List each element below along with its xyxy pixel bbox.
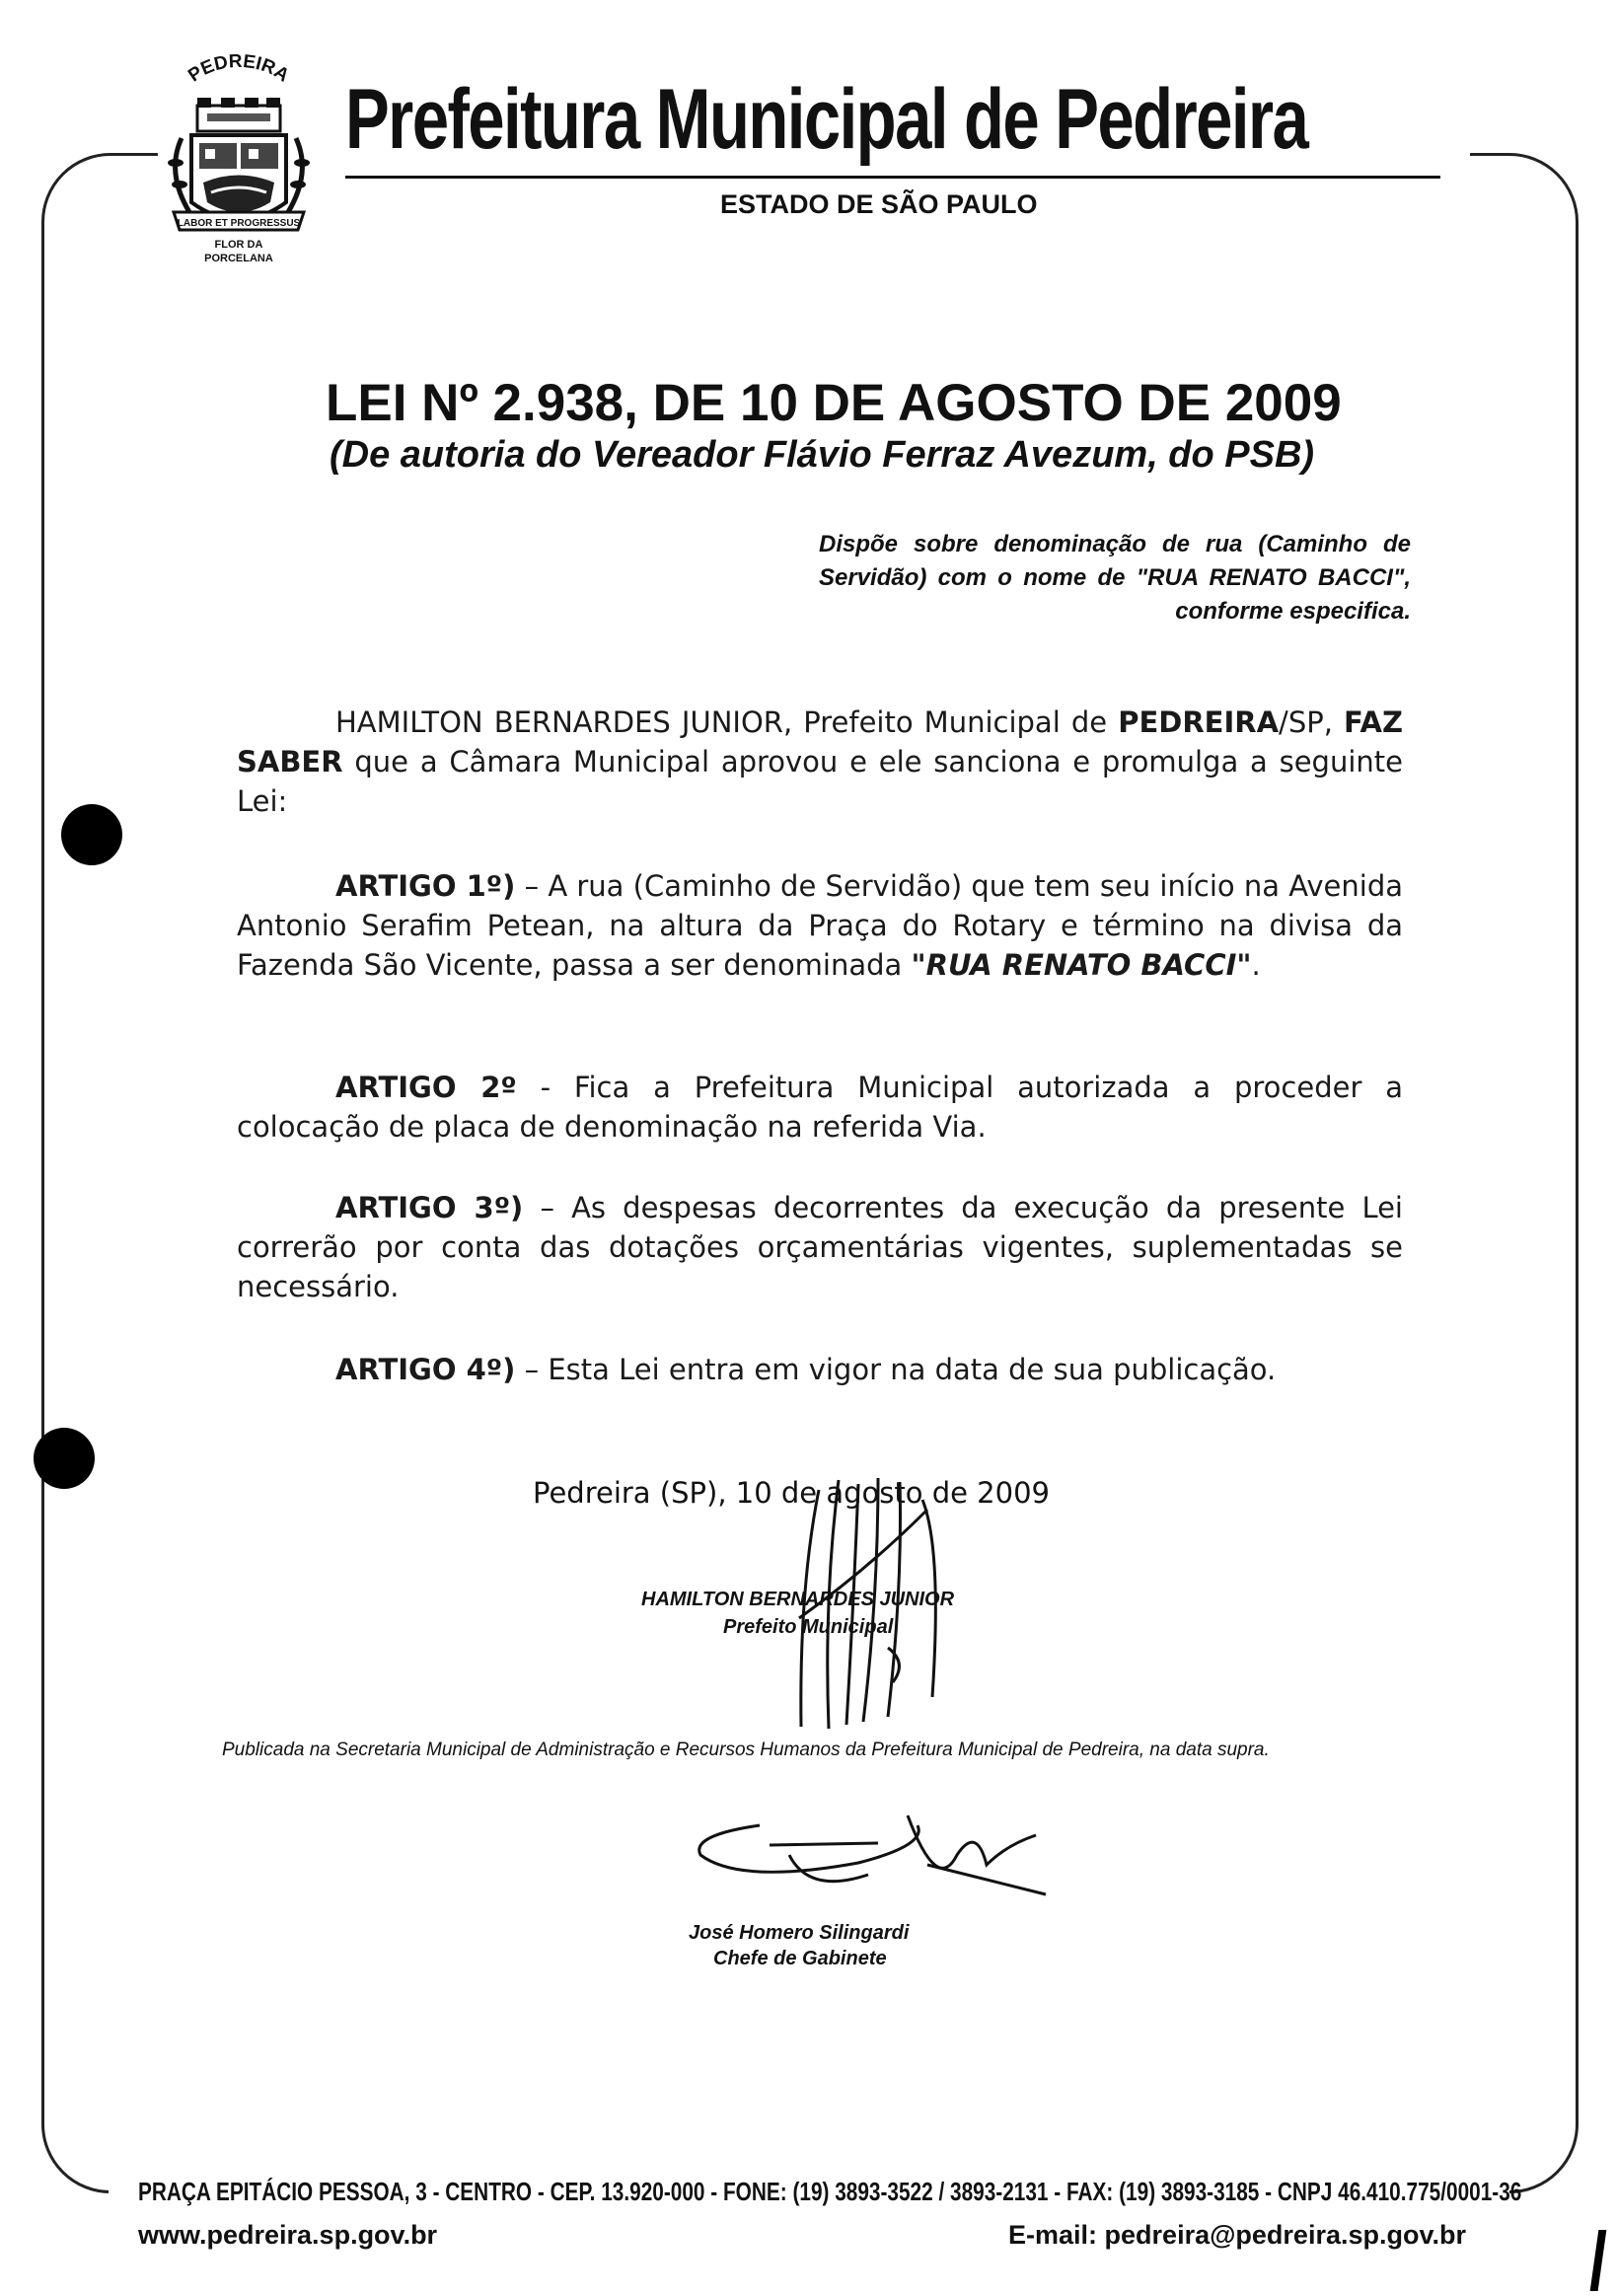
article-text: – As despesas decorrentes da execução da presente Lei correrão por conta das dotações orçamentárias vigentes, suplementadas se necessário.: [237, 1191, 1403, 1303]
footer-website: www.pedreira.sp.gov.br: [138, 2220, 438, 2250]
chief-signature-scribble: [681, 1786, 1075, 1904]
preamble-text: , Prefeito Municipal de: [782, 705, 1119, 739]
header-rule: [345, 176, 1440, 179]
article-text: – A rua (Caminho de Servidão) que tem seu início na Avenida Antonio Serafim Petean, na altura da Praça do Rotary e término na divisa da Fazenda São Vicente, passa a ser denominada: [237, 869, 1404, 982]
street-name: "RUA RENATO BACCI": [911, 948, 1252, 982]
article-1: [237, 866, 1403, 985]
dateline: Pedreira (SP), 10 de agosto de 2009: [533, 1476, 1050, 1510]
article-2: [237, 1068, 1403, 1147]
chief-role: Chefe de Gabinete: [713, 1948, 887, 1969]
chief-name: José Homero Silingardi: [689, 1922, 910, 1944]
punch-hole: [61, 804, 122, 865]
footer-address: PRAÇA EPITÁCIO PESSOA, 3 - CENTRO - CEP. 13.920-000 - FONE: (19) 3893-3522 / 3893-2131 - FAX: (19) 3893-3185 - CNPJ 46.410.775/0001-36: [138, 2177, 1522, 2206]
preamble-text: que a Câmara Municipal aprovou e ele sanciona e promulga a seguinte Lei:: [237, 745, 1403, 818]
preamble-text: /SP,: [1279, 705, 1345, 739]
punch-hole: [34, 1428, 95, 1489]
header-title: Prefeitura Municipal de Pedreira: [345, 72, 1308, 167]
shield-icon: [191, 135, 286, 220]
article-3: [237, 1188, 1403, 1306]
crest-top-text: PEDREIRA: [184, 54, 293, 87]
article-text: - Fica a Prefeitura Municipal autorizada a proceder a colocação de placa de denominação na referida Via.: [237, 1071, 1403, 1144]
footer-email: E-mail: pedreira@pedreira.sp.gov.br: [1008, 2220, 1466, 2250]
crest-bottom-line: FLOR DA: [214, 239, 263, 251]
article-label: ARTIGO 4º): [335, 1353, 516, 1386]
publication-note: Publicada na Secretaria Municipal de Administração e Recursos Humanos da Prefeitura Municipal de Pedreira, na data supra.: [222, 1740, 1270, 1760]
article-4: [237, 1350, 1403, 1389]
signer-role: Prefeito Municipal: [723, 1616, 894, 1638]
article-text: .: [1251, 948, 1261, 982]
mayor-name: HAMILTON BERNARDES JUNIOR: [335, 705, 783, 739]
city-name: PEDREIRA: [1118, 705, 1280, 739]
preamble-paragraph: [237, 703, 1403, 821]
faz-saber: FAZ SABER: [237, 705, 1403, 778]
edge-mark: [1590, 2230, 1607, 2291]
crest-ribbon-text: LABOR ET PROGRESSUS: [177, 218, 301, 229]
crown-icon: [197, 98, 280, 131]
law-title: LEI Nº 2.938, DE 10 DE AGOSTO DE 2009: [326, 374, 1342, 432]
law-author: (De autoria do Vereador Flávio Ferraz Avezum, do PSB): [330, 434, 1315, 476]
article-text: – Esta Lei entra em vigor na data de sua publicação.: [515, 1353, 1277, 1386]
article-label: ARTIGO 2º: [335, 1071, 517, 1104]
crest-bottom-line: PORCELANA: [204, 253, 273, 264]
header-subtitle: ESTADO DE SÃO PAULO: [720, 189, 1038, 219]
city-crest-emblem: [160, 54, 318, 281]
article-label: ARTIGO 3º): [335, 1191, 524, 1224]
article-label: ARTIGO 1º): [335, 869, 516, 903]
law-ementa: Dispõe sobre denominação de rua (Caminho de Servidão) com o nome de "RUA RENATO BACCI", conforme especifica.: [819, 531, 1411, 625]
signer-name: HAMILTON BERNARDES JUNIOR: [641, 1589, 955, 1610]
